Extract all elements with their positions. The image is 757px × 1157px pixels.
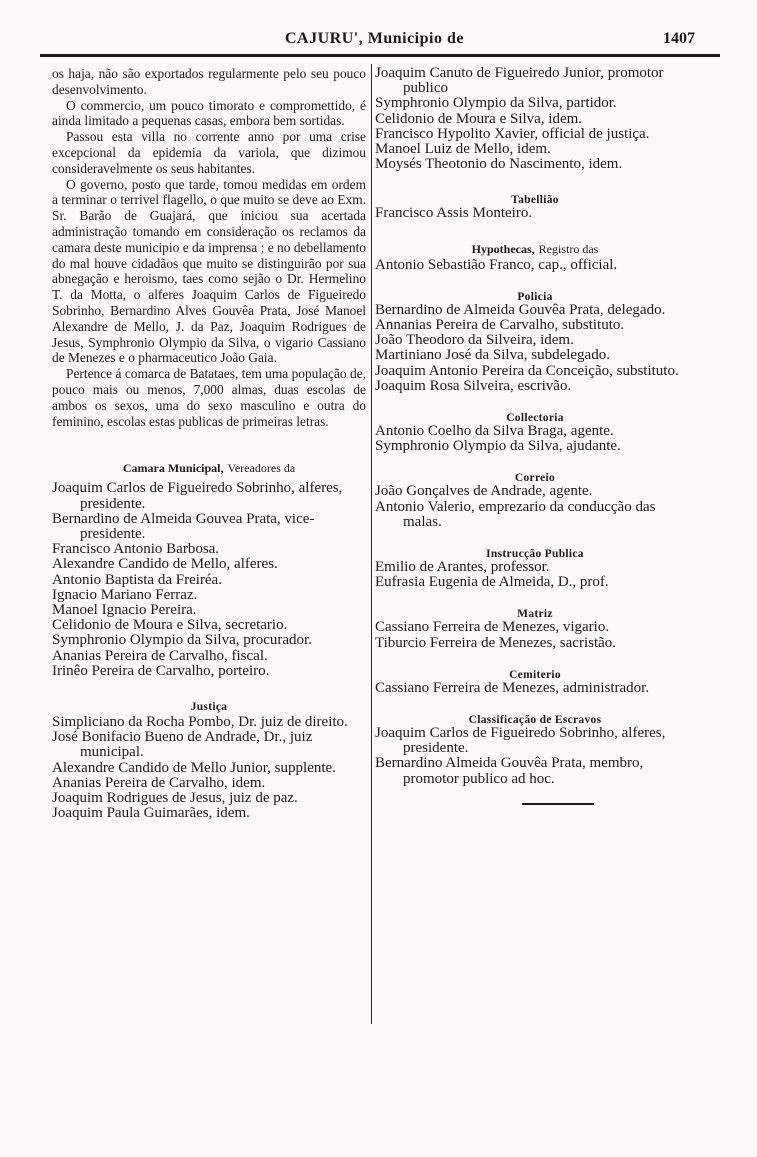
list-item: Joaquim Paula Guimarães, idem. <box>52 805 250 822</box>
list-item: Joaquim Antonio Pereira da Conceição, substituto. <box>375 362 679 379</box>
list-item: Ignacio Mariano Ferraz. <box>52 586 198 603</box>
list-item: Moysés Theotonio do Nascimento, idem. <box>375 156 623 173</box>
list-item: José Bonifacio Bueno de Andrade, Dr., juiz municipal. <box>52 729 313 761</box>
list-item: Joaquim Carlos de Figueiredo Sobrinho, alferes, presidente. <box>375 725 666 757</box>
column-divider <box>371 64 372 1024</box>
list-item: Eufrasia Eugenia de Almeida, D., prof. <box>375 574 609 591</box>
section-heading: Hypothecas, <box>471 241 535 256</box>
list-item: Joaquim Carlos de Figueiredo Sobrinho, alferes, presidente. <box>52 480 343 512</box>
camara-heading <box>52 459 366 477</box>
list-item: Celidonio de Moura e Silva, secretario. <box>52 617 288 634</box>
section-heading: Cemiterio <box>509 668 561 681</box>
paragraph: Passou esta villa no corrente anno por uma crise excepcional da epidemia da variola, que dizimou consideravelmente os seus habitantes. <box>52 129 366 176</box>
list-item: Annanias Pereira de Carvalho, substituto. <box>375 317 625 334</box>
list-item: Alexandre Candido de Mello, alferes. <box>52 556 278 573</box>
list-item: Francisco Hypolito Xavier, official de justiça. <box>375 125 650 142</box>
list-item: João Gonçalves de Andrade, agente. <box>375 483 593 500</box>
section-heading: Classificação de Escravos <box>468 714 602 727</box>
list-item: João Theodoro da Silveira, idem. <box>375 332 574 349</box>
left-column <box>52 66 366 821</box>
paragraph: os haja, não são exportados regularmente pelo seu pouco desenvolvimento. <box>52 66 366 97</box>
list-item: Antonio Baptista da Freiréa. <box>52 571 222 588</box>
page-header <box>40 28 725 50</box>
page-number: 1407 <box>663 30 695 47</box>
list-item: Emilio de Arantes, professor. <box>375 559 550 576</box>
list-item: Bernardino de Almeida Gouvea Prata, vice-presidente. <box>52 510 315 542</box>
list-item: Cassiano Ferreira de Menezes, administrador. <box>375 679 650 696</box>
list-item: Francisco Antonio Barbosa. <box>52 541 220 558</box>
list-item: Antonio Sebastião Franco, cap., official. <box>375 256 618 273</box>
list-item: Alexandre Candido de Mello Junior, supplente. <box>52 759 336 776</box>
page-title: CAJURU', Municipio de <box>285 30 464 47</box>
hypothecas-heading <box>375 240 695 258</box>
section-heading: Tabellião <box>511 194 559 207</box>
list-item: Joaquim Rodrigues de Jesus, juiz de paz. <box>52 789 298 806</box>
paragraph: O governo, posto que tarde, tomou medidas em ordem a terminar o terrivel flagello, o que muito se deve ao Exm. Sr. Barão de Guajará, que iniciou sua acertada administração tomando em consideração os reclamos da camara deste municipio e da imprensa ; e no debellamento do mal houve cidadãos que muito se distinguirão por sua abnegação e heroismo, taes como sejão o Dr. Hermelino T. da Motta, o alferes Joaquim Carlos de Figueiredo Sobrinho, Bernardino Alves Gouvêa Prata, José Manoel Alexandre de Mello, J. da Paz, Joaquim Rodrigues de Jesus, Symphronio Olympio da Silva, o vigario Cassiano de Menezes e o pharmaceutico João Gaia. <box>52 176 366 366</box>
section-heading: Camara Municipal, <box>122 461 224 476</box>
list-item: Tiburcio Ferreira de Menezes, sacristão. <box>375 634 617 651</box>
list-item: Joaquim Rosa Silveira, escrivão. <box>375 377 572 394</box>
list-item: Simpliciano da Rocha Pombo, Dr. juiz de direito. <box>52 713 348 730</box>
list-item: Bernardino Almeida Gouvêa Prata, membro, promotor publico ad hoc. <box>375 755 644 787</box>
section-heading: Instrucção Publica <box>486 548 584 561</box>
list-item: Symphronio Olympio da Silva, ajudante. <box>375 438 621 455</box>
list-item: Celidonio de Moura e Silva, idem. <box>375 110 583 127</box>
list-item: Manoel Luiz de Mello, idem. <box>375 141 551 158</box>
list-item: Symphronio Olympio da Silva, procurador. <box>52 632 312 649</box>
paragraph: Pertence á comarca de Batataes, tem uma população de, pouco mais ou menos, 7,000 almas, duas escolas de ambos os sexos, uma do sexo masculino e outra do feminino, escolas estas publicas de primeiras letras. <box>52 366 366 429</box>
section-heading: Correio <box>514 472 556 485</box>
list-item: Martiniano José da Silva, subdelegado. <box>375 347 610 364</box>
section-heading: Collectoria <box>506 412 564 425</box>
section-subheading: Vereadores da <box>227 461 296 476</box>
header-rule <box>40 54 720 57</box>
section-heading: Justiça <box>190 700 228 713</box>
list-item: Symphronio Olympio da Silva, partidor. <box>375 95 617 112</box>
list-item: Ananias Pereira de Carvalho, idem. <box>52 774 266 791</box>
section-subheading: Registro das <box>538 241 599 256</box>
list-item: Antonio Valerio, emprezario da conducção das malas. <box>375 498 656 530</box>
end-rule <box>522 803 594 805</box>
list-item: Ananias Pereira de Carvalho, fiscal. <box>52 647 268 664</box>
list-item: Joaquim Canuto de Figueiredo Junior, promotor publico <box>375 65 664 97</box>
list-item: Antonio Coelho da Silva Braga, agente. <box>375 423 614 440</box>
section-heading: Matriz <box>517 608 553 621</box>
section-heading: Policia <box>517 290 553 303</box>
list-item: Manoel Ignacio Pereira. <box>52 601 197 618</box>
list-item: Francisco Assis Monteiro. <box>375 205 533 222</box>
list-item: Irinêo Pereira de Carvalho, porteiro. <box>52 662 270 679</box>
paragraph: O commercio, um pouco timorato e compromettido, é ainda limitado a pequenas casas, embora bem sortidas. <box>52 97 366 129</box>
list-item: Cassiano Ferreira de Menezes, vigario. <box>375 619 610 636</box>
list-item: Bernardino de Almeida Gouvêa Prata, delegado. <box>375 301 666 318</box>
right-column <box>375 66 695 805</box>
